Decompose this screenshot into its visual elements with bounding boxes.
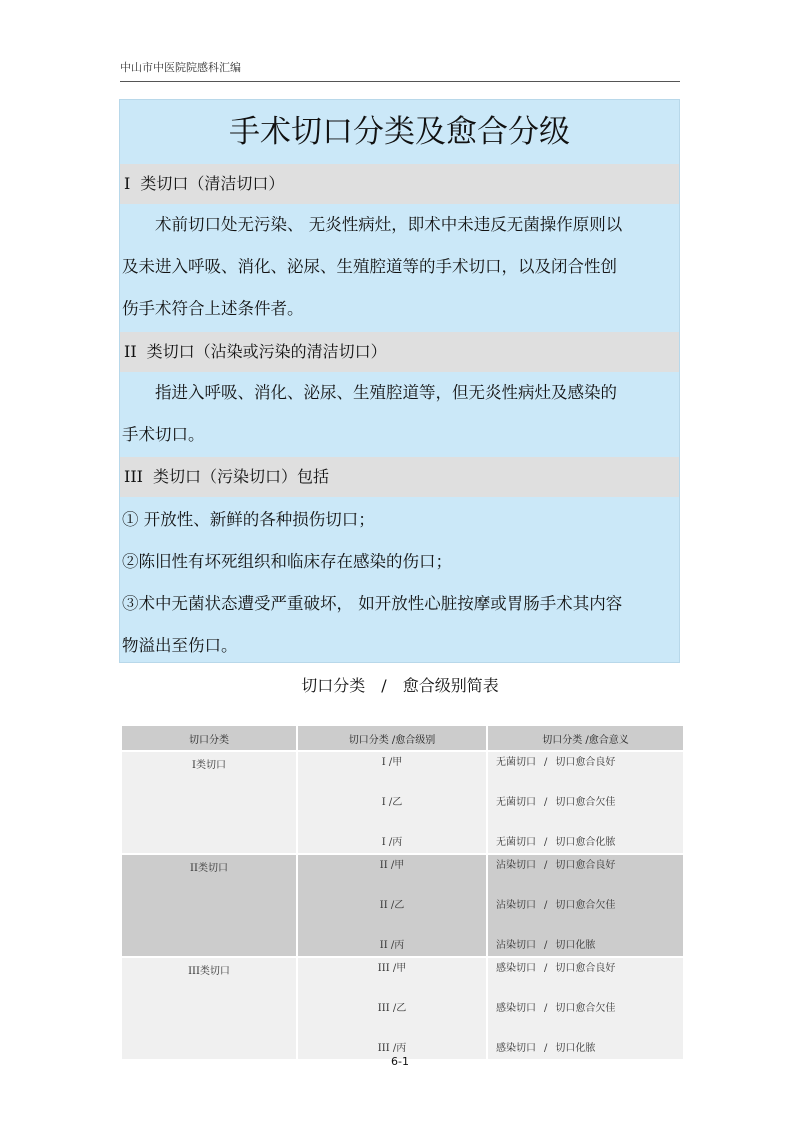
meaning-value: 无菌切口 / 切口愈合欠佳 [496,797,616,808]
column-header: 切口分类 /愈合级别 [298,726,486,752]
meaning-value: 感染切口 / 切口化脓 [496,1043,596,1054]
level-value: III /丙 [377,1043,407,1054]
running-header: 中山市中医院院感科汇编 [120,59,680,82]
section-heading-class-1 [120,164,679,204]
column-header: 切口分类 /愈合意义 [488,726,683,752]
body-line: ③术中无菌状态遭受严重破坏， 如开放性心脏按摩或胃肠手术其内容 [122,594,623,613]
section-body-class-3 [122,499,677,667]
table-row [122,855,683,956]
level-cell [298,958,486,1059]
level-value: II /乙 [379,900,405,911]
level-value: I /甲 [381,757,403,768]
table-caption [0,674,800,698]
section-heading-class-3 [120,457,679,497]
meaning-cell [488,958,683,1059]
heading-text: 类切口（沾染或污染的清洁切口） [146,342,387,361]
category-cell: III类切口 [122,958,296,1059]
body-line: 及未进入呼吸、消化、泌尿、生殖腔道等的手术切口，以及闭合性创 [122,257,617,276]
page-title: 手术切口分类及愈合分级 [229,114,570,150]
table-header-row [122,726,683,752]
category-cell: I类切口 [122,752,296,853]
roman-numeral: III [124,467,143,486]
classification-panel [119,99,680,663]
level-value: II /丙 [379,940,405,951]
table-row [122,752,683,853]
body-line: 物溢出至伤口。 [122,636,238,655]
meaning-value: 无菌切口 / 切口愈合良好 [496,757,616,768]
body-line: 术前切口处无污染、 无炎性病灶，即术中未违反无菌操作原则以 [122,215,623,234]
section-body-class-2 [122,372,677,456]
heading-text: 类切口（污染切口）包括 [152,467,329,486]
meaning-cell [488,752,683,853]
classification-table [120,726,685,1059]
caption-separator: / [381,676,387,695]
caption-right: 愈合级别简表 [402,676,499,695]
column-header: 切口分类 [122,726,296,752]
section-heading-class-2 [120,332,679,372]
heading-text: 类切口（清洁切口） [140,174,285,193]
page-number: 6-1 [391,1055,409,1068]
level-cell [298,855,486,956]
meaning-value: 感染切口 / 切口愈合欠佳 [496,1003,616,1014]
level-value: I /丙 [381,837,403,848]
body-line: 手术切口。 [122,425,205,444]
meaning-value: 沾染切口 / 切口化脓 [496,940,596,951]
meaning-value: 沾染切口 / 切口愈合良好 [496,860,616,871]
body-line: 伤手术符合上述条件者。 [122,299,304,318]
level-value: II /甲 [379,860,405,871]
level-value: III /甲 [377,963,407,974]
body-line: ① 开放性、新鲜的各种损伤切口； [122,510,375,529]
roman-numeral: II [124,342,137,361]
body-line: 指进入呼吸、消化、泌尿、生殖腔道等，但无炎性病灶及感染的 [122,383,617,402]
level-value: III /乙 [377,1003,407,1014]
table-row [122,958,683,1059]
body-line: ②陈旧性有坏死组织和临床存在感染的伤口； [122,552,452,571]
level-cell [298,752,486,853]
meaning-value: 无菌切口 / 切口愈合化脓 [496,837,616,848]
roman-numeral: I [124,174,131,193]
category-cell: II类切口 [122,855,296,956]
section-body-class-1 [122,204,677,330]
meaning-value: 感染切口 / 切口愈合良好 [496,963,616,974]
meaning-cell [488,855,683,956]
level-value: I /乙 [381,797,403,808]
meaning-value: 沾染切口 / 切口愈合欠佳 [496,900,616,911]
caption-left: 切口分类 [301,676,366,695]
